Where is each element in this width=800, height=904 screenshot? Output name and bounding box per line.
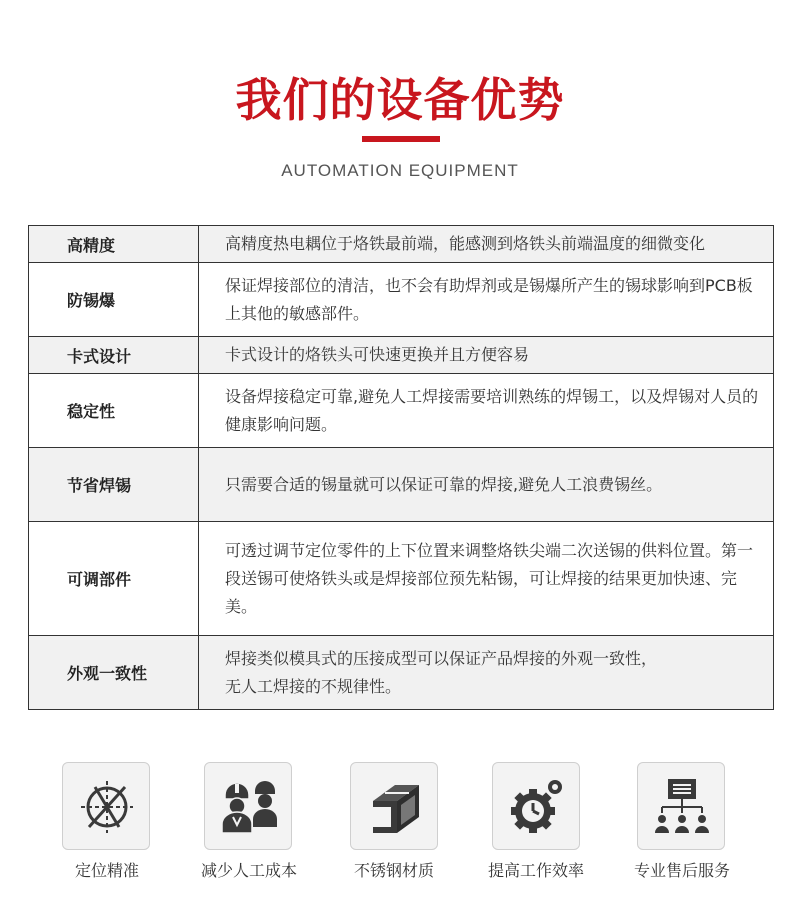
row-description: 卡式设计的烙铁头可快速更换并且方便容易: [199, 337, 774, 374]
row-description: 设备焊接稳定可靠,避免人工焊接需要培训熟练的焊锡工，以及焊锡对人员的健康影响问题。: [199, 374, 774, 448]
row-description: 高精度热电耦位于烙铁最前端，能感测到烙铁头前端温度的细微变化: [199, 226, 774, 263]
steel-material-icon: [365, 777, 425, 837]
advantages-table: [28, 225, 774, 710]
row-description: 可透过调节定位零件的上下位置来调整烙铁尖端二次送锡的供料位置。第一段送锡可使烙铁头或是焊接部位预先粘锡，可让焊接的结果更加快速、完美。: [199, 522, 774, 636]
row-label: 卡式设计: [29, 337, 199, 374]
table-row: [29, 636, 774, 710]
page-subtitle: AUTOMATION EQUIPMENT: [281, 161, 519, 180]
row-label: 外观一致性: [29, 636, 199, 710]
table-row: [29, 263, 774, 337]
table-row: [29, 337, 774, 374]
precision-target-icon: [77, 777, 137, 837]
gear-clock-icon: [507, 777, 567, 837]
service-org-icon: [652, 777, 712, 837]
row-description-line: 焊接类似模具式的压接成型可以保证产品焊接的外观一致性，: [225, 648, 658, 668]
row-description: 只需要合适的锡量就可以保证可靠的焊接,避免人工浪费锡丝。: [199, 448, 774, 522]
page-title: 我们的设备优势: [235, 73, 565, 127]
feature-label: 定位精准: [74, 861, 139, 880]
title-underline: [362, 136, 440, 142]
features-strip: [0, 762, 800, 892]
row-description-line: 无人工焊接的不规律性。: [225, 676, 402, 696]
table-row: [29, 522, 774, 636]
feature-icon-box: [62, 762, 150, 850]
feature-icon-box: [492, 762, 580, 850]
feature-icon-box: [204, 762, 292, 850]
feature-icon-box: [637, 762, 725, 850]
feature-label: 提高工作效率: [487, 861, 584, 880]
row-description: [199, 636, 774, 710]
table-row: [29, 374, 774, 448]
row-label: 可调部件: [29, 522, 199, 636]
row-label: 防锡爆: [29, 263, 199, 337]
table-row: [29, 448, 774, 522]
feature-label: 不锈钢材质: [353, 861, 434, 880]
feature-icon-box: [350, 762, 438, 850]
row-label: 稳定性: [29, 374, 199, 448]
row-description: 保证焊接部位的清洁，也不会有助焊剂或是锡爆所产生的锡球影响到PCB板上其他的敏感部件。: [199, 263, 774, 337]
row-label: 节省焊锡: [29, 448, 199, 522]
feature-label: 专业售后服务: [633, 861, 730, 880]
workers-icon: [219, 777, 279, 837]
row-label: 高精度: [29, 226, 199, 263]
table-row: [29, 226, 774, 263]
feature-label: 减少人工成本: [200, 861, 297, 880]
